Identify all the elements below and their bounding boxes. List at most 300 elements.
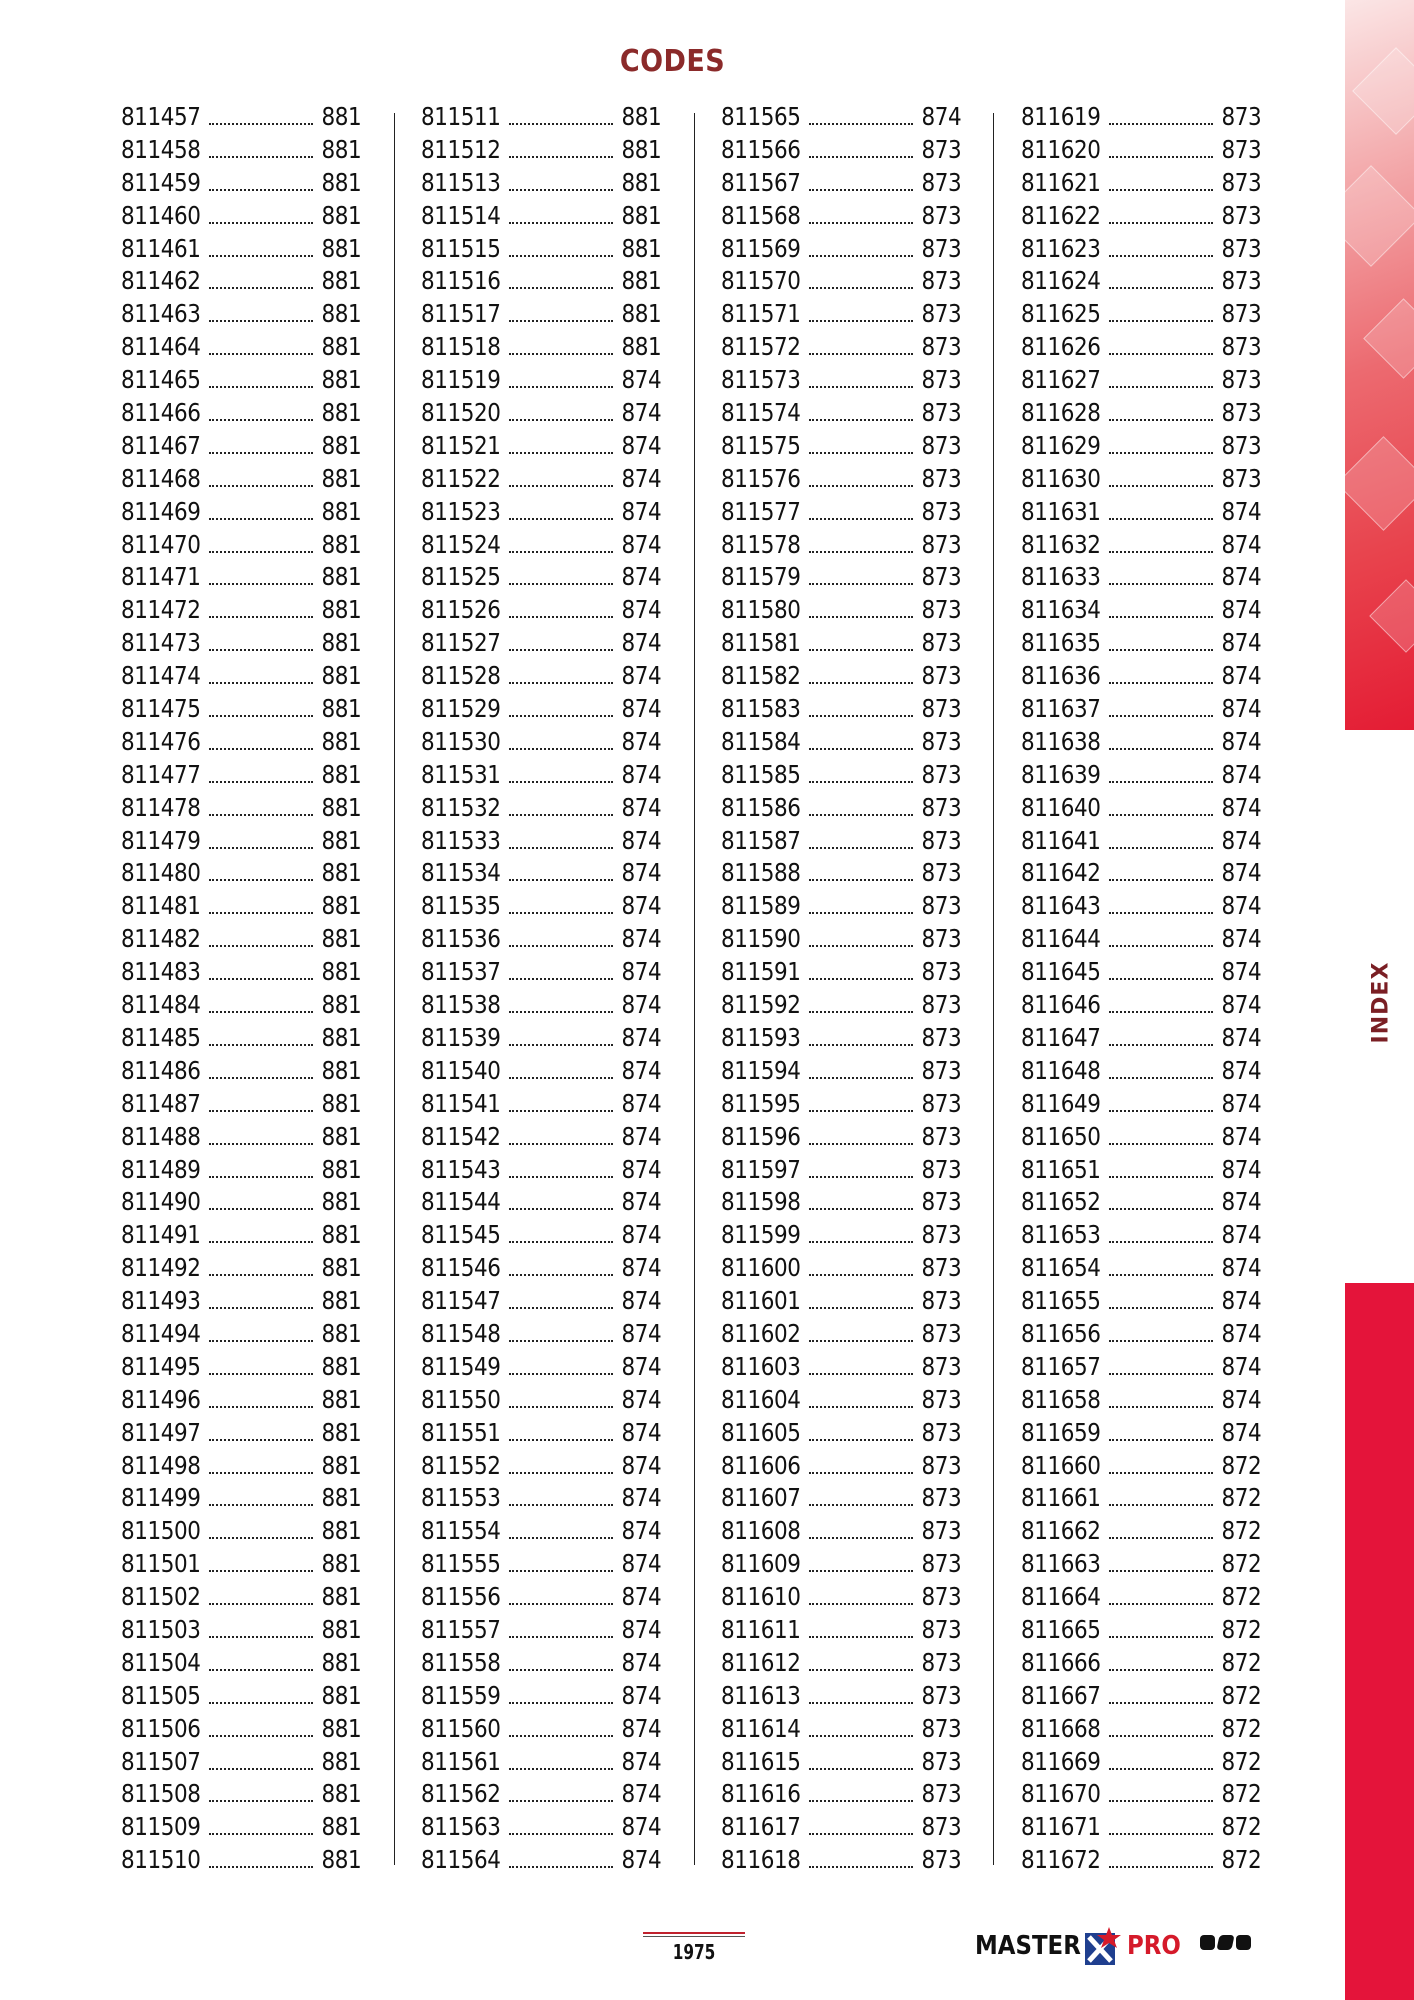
product-code: 811483 bbox=[121, 957, 201, 987]
product-code: 811557 bbox=[421, 1614, 501, 1644]
product-code: 811527 bbox=[421, 628, 501, 658]
product-code: 811589 bbox=[721, 891, 801, 921]
dot-leader bbox=[509, 714, 613, 717]
dot-leader bbox=[209, 1273, 313, 1276]
page-reference: 873 bbox=[921, 365, 962, 395]
product-code: 811661 bbox=[1021, 1483, 1101, 1513]
product-code: 811635 bbox=[1021, 628, 1101, 658]
page-reference: 873 bbox=[1221, 463, 1262, 493]
product-code: 811601 bbox=[721, 1286, 801, 1316]
index-entry bbox=[721, 200, 961, 233]
page-reference: 874 bbox=[621, 430, 662, 460]
index-entry bbox=[1021, 1318, 1261, 1351]
index-entry bbox=[721, 167, 961, 200]
product-code: 811569 bbox=[721, 233, 801, 263]
index-entry bbox=[121, 1022, 361, 1055]
product-code: 811556 bbox=[421, 1582, 501, 1612]
index-entry bbox=[1021, 1219, 1261, 1252]
dot-leader bbox=[1109, 550, 1213, 553]
index-entry bbox=[1021, 989, 1261, 1022]
product-code: 811500 bbox=[121, 1516, 201, 1546]
page-reference: 881 bbox=[321, 990, 362, 1020]
product-code: 811563 bbox=[421, 1812, 501, 1842]
product-code: 811489 bbox=[121, 1154, 201, 1184]
page-reference: 881 bbox=[321, 891, 362, 921]
index-entry bbox=[121, 1647, 361, 1680]
dot-leader bbox=[809, 1668, 913, 1671]
page-reference: 872 bbox=[1221, 1549, 1262, 1579]
page-reference: 881 bbox=[321, 694, 362, 724]
dot-leader bbox=[209, 188, 313, 191]
page-reference: 881 bbox=[321, 1055, 362, 1085]
product-code: 811669 bbox=[1021, 1746, 1101, 1776]
dot-leader bbox=[1109, 155, 1213, 158]
dot-leader bbox=[809, 319, 913, 322]
index-entry bbox=[1021, 1647, 1261, 1680]
page-reference: 881 bbox=[621, 102, 662, 131]
index-entry bbox=[1021, 627, 1261, 660]
index-entry bbox=[421, 1121, 661, 1154]
codes-column-3 bbox=[721, 101, 961, 1877]
index-entry bbox=[1021, 364, 1261, 397]
page-reference: 873 bbox=[921, 1417, 962, 1447]
product-code: 811625 bbox=[1021, 299, 1101, 329]
index-entry bbox=[721, 792, 961, 825]
dot-leader bbox=[1109, 944, 1213, 947]
index-entry bbox=[721, 989, 961, 1022]
index-entry bbox=[121, 660, 361, 693]
index-entry bbox=[1021, 430, 1261, 463]
page-reference: 873 bbox=[921, 957, 962, 987]
index-entry bbox=[1021, 496, 1261, 529]
page-reference: 881 bbox=[321, 1220, 362, 1250]
dot-leader bbox=[1109, 1602, 1213, 1605]
page-reference: 872 bbox=[1221, 1713, 1262, 1743]
page-reference: 872 bbox=[1221, 1647, 1262, 1677]
page-reference: 881 bbox=[321, 1746, 362, 1776]
index-entry bbox=[721, 134, 961, 167]
index-entry bbox=[421, 1088, 661, 1121]
index-entry bbox=[421, 890, 661, 923]
product-code: 811571 bbox=[721, 299, 801, 329]
index-entry bbox=[421, 1713, 661, 1746]
index-entry bbox=[121, 1121, 361, 1154]
index-entry bbox=[421, 1351, 661, 1384]
index-entry bbox=[1021, 1614, 1261, 1647]
dot-leader bbox=[209, 418, 313, 421]
page-reference: 874 bbox=[621, 661, 662, 691]
index-entry bbox=[721, 430, 961, 463]
dot-leader bbox=[209, 1832, 313, 1835]
index-entry bbox=[721, 1778, 961, 1811]
page-reference: 874 bbox=[621, 1779, 662, 1809]
index-entry bbox=[121, 825, 361, 858]
dot-leader bbox=[209, 484, 313, 487]
product-code: 811580 bbox=[721, 595, 801, 625]
index-entry bbox=[421, 1154, 661, 1187]
index-entry bbox=[421, 463, 661, 496]
page-reference: 873 bbox=[921, 1812, 962, 1842]
index-entry bbox=[721, 660, 961, 693]
index-entry bbox=[121, 1219, 361, 1252]
page-reference: 874 bbox=[621, 759, 662, 789]
index-entry bbox=[721, 1515, 961, 1548]
dot-leader bbox=[209, 1668, 313, 1671]
dot-leader bbox=[809, 1306, 913, 1309]
dot-leader bbox=[809, 1240, 913, 1243]
index-entry bbox=[121, 1515, 361, 1548]
product-code: 811543 bbox=[421, 1154, 501, 1184]
page-reference: 874 bbox=[1221, 1154, 1262, 1184]
page-reference: 874 bbox=[1221, 1187, 1262, 1217]
page-reference: 881 bbox=[321, 562, 362, 592]
index-entry bbox=[721, 1088, 961, 1121]
index-entry bbox=[121, 561, 361, 594]
index-entry bbox=[1021, 857, 1261, 890]
page-reference: 874 bbox=[1221, 1055, 1262, 1085]
page-reference: 873 bbox=[921, 891, 962, 921]
index-entry bbox=[1021, 825, 1261, 858]
page-reference: 872 bbox=[1221, 1582, 1262, 1612]
dot-leader bbox=[1109, 319, 1213, 322]
product-code: 811468 bbox=[121, 463, 201, 493]
page-reference: 881 bbox=[321, 1680, 362, 1710]
product-code: 811616 bbox=[721, 1779, 801, 1809]
dot-leader bbox=[509, 780, 613, 783]
page-reference: 874 bbox=[621, 1318, 662, 1348]
product-code: 811630 bbox=[1021, 463, 1101, 493]
page-reference: 873 bbox=[1221, 134, 1262, 164]
index-entry bbox=[121, 857, 361, 890]
dot-leader bbox=[809, 418, 913, 421]
page-reference: 873 bbox=[921, 825, 962, 855]
dot-leader bbox=[209, 1635, 313, 1638]
index-entry bbox=[121, 200, 361, 233]
dot-leader bbox=[1109, 254, 1213, 257]
index-entry bbox=[1021, 890, 1261, 923]
product-code: 811575 bbox=[721, 430, 801, 460]
product-code: 811583 bbox=[721, 694, 801, 724]
dot-leader bbox=[809, 254, 913, 257]
index-entry bbox=[721, 364, 961, 397]
product-code: 811659 bbox=[1021, 1417, 1101, 1447]
index-entry bbox=[1021, 529, 1261, 562]
dot-leader bbox=[809, 1142, 913, 1145]
page-reference: 881 bbox=[321, 1286, 362, 1316]
product-code: 811497 bbox=[121, 1417, 201, 1447]
page-reference: 873 bbox=[921, 1088, 962, 1118]
footer-rule bbox=[643, 1932, 745, 1938]
dot-leader bbox=[1109, 188, 1213, 191]
dot-leader bbox=[1109, 352, 1213, 355]
page-reference: 873 bbox=[921, 1779, 962, 1809]
index-entry bbox=[121, 265, 361, 298]
dot-leader bbox=[209, 122, 313, 125]
dot-leader bbox=[1109, 1372, 1213, 1375]
product-code: 811605 bbox=[721, 1417, 801, 1447]
index-entry bbox=[121, 1417, 361, 1450]
index-entry bbox=[421, 660, 661, 693]
page-reference: 873 bbox=[921, 463, 962, 493]
page-reference: 873 bbox=[921, 595, 962, 625]
index-entry bbox=[121, 1482, 361, 1515]
index-entry bbox=[121, 1351, 361, 1384]
product-code: 811490 bbox=[121, 1187, 201, 1217]
index-entry bbox=[721, 857, 961, 890]
page-reference: 881 bbox=[321, 1088, 362, 1118]
dot-leader bbox=[209, 1339, 313, 1342]
page-reference: 881 bbox=[321, 1154, 362, 1184]
dot-leader bbox=[809, 517, 913, 520]
product-code: 811479 bbox=[121, 825, 201, 855]
dot-leader bbox=[209, 1076, 313, 1079]
dot-leader bbox=[1109, 1273, 1213, 1276]
index-entry bbox=[421, 529, 661, 562]
page-reference: 874 bbox=[621, 1647, 662, 1677]
index-entry bbox=[721, 1844, 961, 1877]
index-entry bbox=[721, 101, 961, 134]
product-code: 811492 bbox=[121, 1253, 201, 1283]
index-entry bbox=[721, 397, 961, 430]
section-label: INDEX bbox=[1368, 961, 1394, 1044]
page-reference: 873 bbox=[1221, 430, 1262, 460]
index-entry bbox=[121, 1581, 361, 1614]
page-reference: 874 bbox=[621, 957, 662, 987]
dot-leader bbox=[1109, 911, 1213, 914]
index-entry bbox=[421, 298, 661, 331]
product-code: 811531 bbox=[421, 759, 501, 789]
product-code: 811491 bbox=[121, 1220, 201, 1250]
page-reference: 874 bbox=[621, 1713, 662, 1743]
dot-leader bbox=[509, 1602, 613, 1605]
page-reference: 873 bbox=[921, 792, 962, 822]
index-entry bbox=[721, 1450, 961, 1483]
page-reference: 874 bbox=[621, 1154, 662, 1184]
product-code: 811538 bbox=[421, 990, 501, 1020]
product-code: 811529 bbox=[421, 694, 501, 724]
dot-leader bbox=[809, 1734, 913, 1737]
product-code: 811592 bbox=[721, 990, 801, 1020]
page-reference: 873 bbox=[921, 167, 962, 197]
page-reference: 873 bbox=[921, 1351, 962, 1381]
product-code: 811648 bbox=[1021, 1055, 1101, 1085]
dot-leader bbox=[809, 1832, 913, 1835]
product-code: 811602 bbox=[721, 1318, 801, 1348]
dot-leader bbox=[509, 1372, 613, 1375]
index-entry bbox=[1021, 1351, 1261, 1384]
dot-leader bbox=[809, 1635, 913, 1638]
index-entry bbox=[421, 200, 661, 233]
dot-leader bbox=[209, 878, 313, 881]
dot-leader bbox=[1109, 1865, 1213, 1868]
dot-leader bbox=[209, 681, 313, 684]
product-code: 811544 bbox=[421, 1187, 501, 1217]
index-entry bbox=[121, 1713, 361, 1746]
page-reference: 874 bbox=[621, 792, 662, 822]
product-code: 811579 bbox=[721, 562, 801, 592]
dot-leader bbox=[209, 1010, 313, 1013]
index-entry bbox=[721, 463, 961, 496]
dot-leader bbox=[1109, 1536, 1213, 1539]
product-code: 811640 bbox=[1021, 792, 1101, 822]
dot-leader bbox=[809, 385, 913, 388]
dot-leader bbox=[509, 1865, 613, 1868]
product-code: 811572 bbox=[721, 332, 801, 362]
product-code: 811560 bbox=[421, 1713, 501, 1743]
index-entry bbox=[121, 956, 361, 989]
index-entry bbox=[1021, 792, 1261, 825]
dot-leader bbox=[209, 813, 313, 816]
dot-leader bbox=[809, 747, 913, 750]
index-entry bbox=[121, 167, 361, 200]
dot-leader bbox=[509, 1240, 613, 1243]
product-code: 811533 bbox=[421, 825, 501, 855]
index-entry bbox=[721, 496, 961, 529]
index-entry bbox=[721, 1647, 961, 1680]
index-entry bbox=[121, 331, 361, 364]
index-entry bbox=[1021, 1121, 1261, 1154]
index-entry bbox=[421, 265, 661, 298]
index-entry bbox=[121, 1384, 361, 1417]
dot-leader bbox=[1109, 517, 1213, 520]
page-reference: 874 bbox=[621, 1549, 662, 1579]
page-reference: 872 bbox=[1221, 1516, 1262, 1546]
index-entry bbox=[1021, 726, 1261, 759]
product-code: 811481 bbox=[121, 891, 201, 921]
page-reference: 873 bbox=[921, 1450, 962, 1480]
dot-leader bbox=[1109, 1832, 1213, 1835]
page-reference: 874 bbox=[621, 1220, 662, 1250]
page-reference: 874 bbox=[1221, 1384, 1262, 1414]
product-code: 811567 bbox=[721, 167, 801, 197]
page-reference: 881 bbox=[321, 332, 362, 362]
product-code: 811582 bbox=[721, 661, 801, 691]
page-reference: 873 bbox=[1221, 200, 1262, 230]
page-reference: 874 bbox=[1221, 1022, 1262, 1052]
index-entry bbox=[1021, 1811, 1261, 1844]
index-entry bbox=[421, 1844, 661, 1877]
page-reference: 881 bbox=[321, 1779, 362, 1809]
product-code: 811473 bbox=[121, 628, 201, 658]
dot-leader bbox=[1109, 714, 1213, 717]
dot-leader bbox=[509, 385, 613, 388]
dot-leader bbox=[1109, 1701, 1213, 1704]
page-reference: 881 bbox=[321, 1318, 362, 1348]
page-reference: 881 bbox=[621, 233, 662, 263]
dot-leader bbox=[809, 122, 913, 125]
product-code: 811633 bbox=[1021, 562, 1101, 592]
product-code: 811641 bbox=[1021, 825, 1101, 855]
page-reference: 881 bbox=[321, 233, 362, 263]
product-code: 811561 bbox=[421, 1746, 501, 1776]
dot-leader bbox=[809, 1273, 913, 1276]
product-code: 811613 bbox=[721, 1680, 801, 1710]
page-reference: 874 bbox=[1221, 562, 1262, 592]
page-reference: 881 bbox=[321, 430, 362, 460]
index-entry bbox=[121, 496, 361, 529]
index-entry bbox=[1021, 298, 1261, 331]
dot-leader bbox=[509, 1339, 613, 1342]
dot-leader bbox=[1109, 582, 1213, 585]
page-reference: 873 bbox=[921, 529, 962, 559]
page-reference: 873 bbox=[1221, 102, 1262, 131]
dot-leader bbox=[809, 1602, 913, 1605]
product-code: 811504 bbox=[121, 1647, 201, 1677]
page-reference: 874 bbox=[621, 891, 662, 921]
page-reference: 881 bbox=[321, 200, 362, 230]
product-code: 811535 bbox=[421, 891, 501, 921]
product-code: 811584 bbox=[721, 726, 801, 756]
dot-leader bbox=[809, 550, 913, 553]
page-reference: 873 bbox=[921, 1582, 962, 1612]
index-entry bbox=[1021, 1778, 1261, 1811]
index-entry bbox=[121, 1252, 361, 1285]
product-code: 811593 bbox=[721, 1022, 801, 1052]
dot-leader bbox=[809, 1536, 913, 1539]
index-entry bbox=[421, 1285, 661, 1318]
product-code: 811568 bbox=[721, 200, 801, 230]
page-reference: 874 bbox=[621, 562, 662, 592]
dot-leader bbox=[209, 648, 313, 651]
index-entry bbox=[1021, 594, 1261, 627]
index-entry bbox=[721, 1811, 961, 1844]
index-entry bbox=[121, 364, 361, 397]
product-code: 811480 bbox=[121, 858, 201, 888]
index-entry bbox=[121, 1746, 361, 1779]
dot-leader bbox=[509, 1175, 613, 1178]
product-code: 811520 bbox=[421, 398, 501, 428]
index-entry bbox=[421, 857, 661, 890]
dot-leader bbox=[509, 352, 613, 355]
page-reference: 873 bbox=[921, 1121, 962, 1151]
product-code: 811638 bbox=[1021, 726, 1101, 756]
dot-leader bbox=[509, 1635, 613, 1638]
index-entry bbox=[1021, 956, 1261, 989]
dot-leader bbox=[809, 484, 913, 487]
dot-leader bbox=[209, 1306, 313, 1309]
dot-leader bbox=[509, 1306, 613, 1309]
product-code: 811471 bbox=[121, 562, 201, 592]
dot-leader bbox=[1109, 1142, 1213, 1145]
product-code: 811599 bbox=[721, 1220, 801, 1250]
dot-leader bbox=[509, 1767, 613, 1770]
index-entry bbox=[421, 1482, 661, 1515]
brand-name-right: PRO bbox=[1127, 1931, 1181, 1961]
dot-leader bbox=[509, 1701, 613, 1704]
dot-leader bbox=[509, 648, 613, 651]
dot-leader bbox=[209, 747, 313, 750]
dot-leader bbox=[509, 517, 613, 520]
dot-leader bbox=[509, 1405, 613, 1408]
dot-leader bbox=[509, 1438, 613, 1441]
index-entry bbox=[421, 1647, 661, 1680]
product-code: 811467 bbox=[121, 430, 201, 460]
dot-leader bbox=[1109, 1109, 1213, 1112]
decorative-side-banner bbox=[1345, 0, 1414, 730]
dot-leader bbox=[209, 1240, 313, 1243]
product-code: 811522 bbox=[421, 463, 501, 493]
page-reference: 873 bbox=[921, 759, 962, 789]
page-reference: 881 bbox=[621, 200, 662, 230]
index-entry bbox=[421, 430, 661, 463]
index-entry bbox=[121, 693, 361, 726]
product-code: 811486 bbox=[121, 1055, 201, 1085]
product-code: 811620 bbox=[1021, 134, 1101, 164]
page-reference: 873 bbox=[921, 496, 962, 526]
product-code: 811656 bbox=[1021, 1318, 1101, 1348]
dot-leader bbox=[809, 813, 913, 816]
dot-leader bbox=[509, 1799, 613, 1802]
